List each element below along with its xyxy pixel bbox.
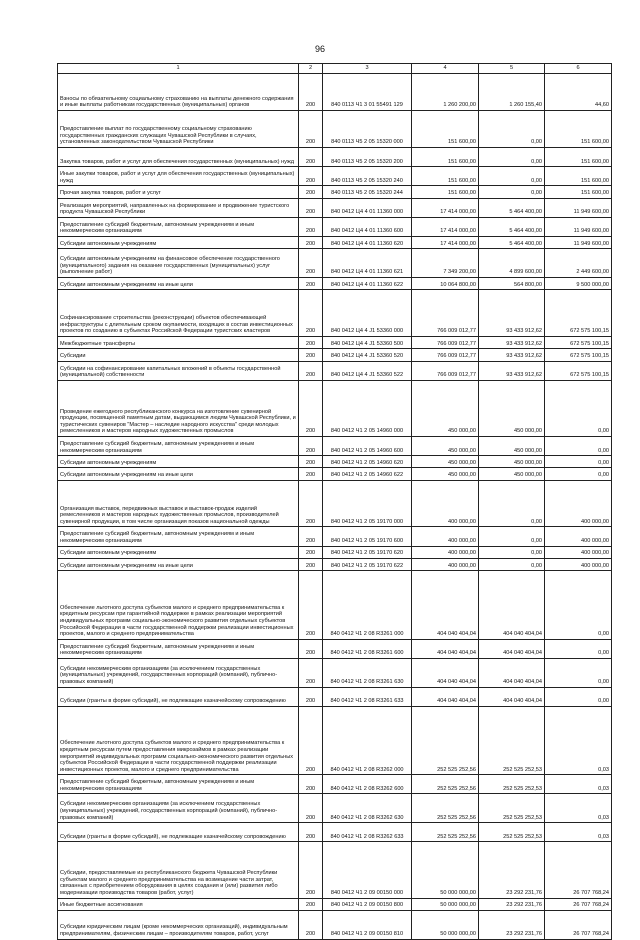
row-description: Обеспечение льготного доступа субъектов малого и среднего предпринимательства к кредитным ресурсам при гарантийной поддержке в рамках реализации мероприятий индивидуальных программ социально-экономического развития отдельных субъектов Российской Федерации в части государственной поддержки реализации инвестиционных проектов, малого и среднего предпринимательства [58,571,299,640]
row-executed-amount: 23 292 231,76 [479,842,545,898]
row-admin-code: 200 [299,361,323,380]
table-row [58,349,612,361]
column-header: 6 [545,64,612,74]
row-approved-amount: 7 349 200,00 [412,249,479,278]
row-admin-code: 200 [299,110,323,147]
row-admin-code: 200 [299,480,323,527]
row-admin-code: 200 [299,527,323,546]
row-unexecuted-amount: 672 575 100,15 [545,349,612,361]
row-admin-code: 200 [299,775,323,794]
row-unexecuted-amount: 151 600,00 [545,167,612,186]
row-classification-code: 840 0412 Ц4 4 J1 53360 520 [323,349,412,361]
row-admin-code: 200 [299,167,323,186]
row-unexecuted-amount: 0,00 [545,571,612,640]
row-description: Взносы по обязательному социальному страхованию на выплаты денежного содержания и иные выплаты работникам государственных (муниципальных) органов [58,74,299,111]
row-admin-code: 200 [299,74,323,111]
row-admin-code: 200 [299,468,323,480]
row-approved-amount: 766 009 012,77 [412,349,479,361]
row-description: Софинансирование строительства (реконструкции) объектов обеспечивающей инфраструктуры с длительным сроком окупаемости, входящих в состав инвестиционных проектов по созданию в субъектах Российской Федерации туристских кластеров [58,290,299,337]
row-executed-amount: 252 525 252,53 [479,823,545,842]
row-admin-code: 200 [299,336,323,348]
table-row [58,794,612,823]
row-approved-amount: 50 000 000,00 [412,910,479,939]
row-classification-code: 840 0412 Ч1 2 08 R3262 600 [323,775,412,794]
row-approved-amount: 10 064 800,00 [412,278,479,290]
table-row [58,167,612,186]
column-header: 3 [323,64,412,74]
row-unexecuted-amount: 672 575 100,15 [545,361,612,380]
row-classification-code: 840 0412 Ч1 2 08 R3262 000 [323,706,412,775]
row-approved-amount: 151 600,00 [412,167,479,186]
row-approved-amount: 151 600,00 [412,186,479,198]
table-row [58,571,612,640]
row-unexecuted-amount: 400 000,00 [545,558,612,570]
row-description: Субсидии, предоставляемые из республиканского бюджета Чувашской Республики субъектам малого и среднего предпринимательства на возмещение части затрат, связанных с приобретением оборудования в целях создания и (или) развития либо модернизации производства товаров (работ, услуг) [58,842,299,898]
row-admin-code: 200 [299,380,323,436]
row-classification-code: 840 0412 Ц4 4 01 11360 622 [323,278,412,290]
row-executed-amount: 450 000,00 [479,468,545,480]
table-row [58,198,612,217]
row-unexecuted-amount: 2 449 600,00 [545,249,612,278]
row-approved-amount: 766 009 012,77 [412,361,479,380]
row-executed-amount: 0,00 [479,110,545,147]
row-admin-code: 200 [299,290,323,337]
row-executed-amount: 450 000,00 [479,436,545,455]
row-unexecuted-amount: 11 949 600,00 [545,236,612,248]
table-row [58,898,612,910]
row-admin-code: 200 [299,186,323,198]
row-admin-code: 200 [299,436,323,455]
row-classification-code: 840 0412 Ч1 2 05 14960 620 [323,456,412,468]
row-classification-code: 840 0113 Ч5 2 05 15320 244 [323,186,412,198]
row-executed-amount: 4 899 600,00 [479,249,545,278]
table-row [58,380,612,436]
row-description: Предоставление субсидий бюджетным, автономным учреждениям и иным некоммерческим организациям [58,436,299,455]
row-unexecuted-amount: 0,00 [545,658,612,687]
row-approved-amount: 1 260 200,00 [412,74,479,111]
row-approved-amount: 404 040 404,04 [412,687,479,706]
table-row [58,436,612,455]
row-admin-code: 200 [299,898,323,910]
row-executed-amount: 252 525 252,53 [479,775,545,794]
row-admin-code: 200 [299,217,323,236]
row-approved-amount: 450 000,00 [412,436,479,455]
row-approved-amount: 450 000,00 [412,456,479,468]
row-admin-code: 200 [299,198,323,217]
row-unexecuted-amount: 0,03 [545,823,612,842]
table-row [58,147,612,166]
row-classification-code: 840 0412 Ц4 4 01 11360 000 [323,198,412,217]
row-classification-code: 840 0412 Ч1 2 09 00150 810 [323,910,412,939]
row-unexecuted-amount: 0,00 [545,639,612,658]
row-admin-code: 200 [299,842,323,898]
row-executed-amount: 0,00 [479,167,545,186]
row-executed-amount: 23 292 231,76 [479,898,545,910]
table-row [58,706,612,775]
row-description: Субсидии автономным учреждениям на иные цели [58,278,299,290]
row-unexecuted-amount: 44,60 [545,74,612,111]
row-admin-code: 200 [299,236,323,248]
row-unexecuted-amount: 400 000,00 [545,546,612,558]
table-row [58,527,612,546]
row-approved-amount: 252 525 252,56 [412,706,479,775]
row-executed-amount: 93 433 912,62 [479,336,545,348]
table-row [58,480,612,527]
row-admin-code: 200 [299,571,323,640]
row-approved-amount: 17 414 000,00 [412,198,479,217]
row-unexecuted-amount: 0,03 [545,706,612,775]
table-row [58,658,612,687]
row-unexecuted-amount: 26 707 768,24 [545,842,612,898]
row-admin-code: 200 [299,706,323,775]
row-description: Предоставление субсидий бюджетным, автономным учреждениям и иным некоммерческим организациям [58,217,299,236]
row-approved-amount: 17 414 000,00 [412,236,479,248]
row-executed-amount: 0,00 [479,546,545,558]
row-admin-code: 200 [299,249,323,278]
row-approved-amount: 50 000 000,00 [412,898,479,910]
row-classification-code: 840 0113 Ч5 2 05 15320 200 [323,147,412,166]
row-executed-amount: 5 464 400,00 [479,217,545,236]
row-executed-amount: 404 040 404,04 [479,639,545,658]
row-unexecuted-amount: 151 600,00 [545,110,612,147]
column-header: 5 [479,64,545,74]
table-row [58,468,612,480]
table-row [58,775,612,794]
table-row [58,217,612,236]
row-admin-code: 200 [299,456,323,468]
row-description: Субсидии автономным учреждениям [58,546,299,558]
row-classification-code: 840 0412 Ц4 4 J1 53360 000 [323,290,412,337]
row-description: Субсидии автономным учреждениям [58,456,299,468]
row-unexecuted-amount: 672 575 100,15 [545,336,612,348]
row-description: Субсидии юридическим лицам (кроме некоммерческих организаций), индивидуальным предпринимателям, физическим лицам – производителям товаров, работ, услуг [58,910,299,939]
row-classification-code: 840 0412 Ц4 4 J1 53360 522 [323,361,412,380]
row-unexecuted-amount: 672 575 100,15 [545,290,612,337]
page-number: 96 [314,44,325,54]
row-classification-code: 840 0412 Ч1 2 08 R3261 600 [323,639,412,658]
row-description: Обеспечение льготного доступа субъектов малого и среднего предпринимательства к кредитным ресурсам путем предоставления микрозаймов в рамках реализации мероприятий индивидуальных программ социально-экономического развития отдельных субъектов Российской Федерации в части государственной поддержки реализации инвестиционных проектов, малого и среднего предпринимательства [58,706,299,775]
row-approved-amount: 252 525 252,56 [412,823,479,842]
row-classification-code: 840 0412 Ц4 4 01 11360 621 [323,249,412,278]
row-description: Субсидии автономным учреждениям [58,236,299,248]
row-description: Субсидии [58,349,299,361]
row-description: Реализация мероприятий, направленных на формирование и продвижение туристского продукта Чувашской Республики [58,198,299,217]
row-classification-code: 840 0412 Ч1 2 08 R3261 630 [323,658,412,687]
row-description: Прочая закупка товаров, работ и услуг [58,186,299,198]
row-admin-code: 200 [299,147,323,166]
table-row [58,823,612,842]
row-approved-amount: 252 525 252,56 [412,775,479,794]
row-executed-amount: 93 433 912,62 [479,290,545,337]
row-description: Предоставление субсидий бюджетным, автономным учреждениям и иным некоммерческим организациям [58,527,299,546]
row-unexecuted-amount: 0,00 [545,687,612,706]
row-classification-code: 840 0412 Ч1 2 05 14960 000 [323,380,412,436]
row-admin-code: 200 [299,639,323,658]
row-executed-amount: 450 000,00 [479,456,545,468]
row-approved-amount: 404 040 404,04 [412,571,479,640]
row-admin-code: 200 [299,349,323,361]
row-admin-code: 200 [299,558,323,570]
row-approved-amount: 50 000 000,00 [412,842,479,898]
budget-execution-table [57,63,612,940]
row-executed-amount: 252 525 252,53 [479,706,545,775]
row-description: Субсидии (гранты в форме субсидий), не подлежащие казначейскому сопровождению [58,687,299,706]
row-classification-code: 840 0412 Ч1 2 05 19170 622 [323,558,412,570]
row-description: Субсидии автономным учреждениям на иные цели [58,468,299,480]
table-row [58,687,612,706]
row-description: Иные бюджетные ассигнования [58,898,299,910]
table-row [58,278,612,290]
row-admin-code: 200 [299,910,323,939]
row-approved-amount: 766 009 012,77 [412,336,479,348]
row-classification-code: 840 0113 Ч5 2 05 15320 240 [323,167,412,186]
row-admin-code: 200 [299,687,323,706]
row-unexecuted-amount: 0,00 [545,456,612,468]
row-classification-code: 840 0412 Ц4 4 01 11360 620 [323,236,412,248]
row-classification-code: 840 0412 Ч1 2 05 19170 000 [323,480,412,527]
table-row [58,910,612,939]
row-executed-amount: 93 433 912,62 [479,361,545,380]
row-description: Субсидии автономным учреждениям на финансовое обеспечение государственного (муниципального) задания на оказание государственных (муниципальных) услуг (выполнение работ) [58,249,299,278]
row-unexecuted-amount: 11 949 600,00 [545,217,612,236]
row-unexecuted-amount: 151 600,00 [545,147,612,166]
row-approved-amount: 151 600,00 [412,110,479,147]
row-unexecuted-amount: 0,00 [545,380,612,436]
table-row [58,290,612,337]
row-approved-amount: 17 414 000,00 [412,217,479,236]
row-classification-code: 840 0412 Ц4 4 J1 53360 500 [323,336,412,348]
row-approved-amount: 766 009 012,77 [412,290,479,337]
row-executed-amount: 5 464 400,00 [479,236,545,248]
row-approved-amount: 400 000,00 [412,527,479,546]
row-unexecuted-amount: 9 500 000,00 [545,278,612,290]
row-description: Предоставление субсидий бюджетным, автономным учреждениям и иным некоммерческим организациям [58,639,299,658]
row-executed-amount: 404 040 404,04 [479,658,545,687]
row-classification-code: 840 0412 Ч1 2 09 00150 800 [323,898,412,910]
row-classification-code: 840 0412 Ч1 2 05 14960 622 [323,468,412,480]
row-unexecuted-amount: 0,03 [545,794,612,823]
column-header: 1 [58,64,299,74]
row-executed-amount: 5 464 400,00 [479,198,545,217]
row-admin-code: 200 [299,794,323,823]
row-approved-amount: 400 000,00 [412,480,479,527]
row-executed-amount: 252 525 252,53 [479,794,545,823]
table-row [58,456,612,468]
row-approved-amount: 252 525 252,56 [412,794,479,823]
row-classification-code: 840 0412 Ч1 2 05 19170 600 [323,527,412,546]
row-classification-code: 840 0412 Ч1 2 09 00150 000 [323,842,412,898]
row-classification-code: 840 0412 Ч1 2 08 R3262 633 [323,823,412,842]
row-executed-amount: 564 800,00 [479,278,545,290]
row-admin-code: 200 [299,823,323,842]
row-description: Проведение ежегодного республиканского конкурса на изготовление сувенирной продукции, посвященной памятным датам, выдающимся людям Чувашской Республики, и туристических сувениров "Мастер – наследие народного искусства" среди молодых ремесленников и мастеров народных художественных промыслов [58,380,299,436]
row-executed-amount: 404 040 404,04 [479,687,545,706]
table-row [58,186,612,198]
row-approved-amount: 404 040 404,04 [412,639,479,658]
row-description: Организация выставок, передвижных выставок и выставок-продаж изделий ремесленников и мастеров народных художественных промыслов, производителей сувенирной продукции, в том числе организация показов национальной одежды [58,480,299,527]
row-approved-amount: 404 040 404,04 [412,658,479,687]
row-approved-amount: 400 000,00 [412,558,479,570]
row-admin-code: 200 [299,546,323,558]
table-row [58,558,612,570]
row-description: Субсидии некоммерческим организациям (за исключением государственных (муниципальных) учреждений, государственных корпораций (компаний), публично-правовых компаний) [58,658,299,687]
row-unexecuted-amount: 400 000,00 [545,527,612,546]
row-classification-code: 840 0412 Ч1 2 05 14960 600 [323,436,412,455]
table-row [58,236,612,248]
column-header: 4 [412,64,479,74]
row-classification-code: 840 0412 Ч1 2 05 19170 620 [323,546,412,558]
row-classification-code: 840 0412 Ч1 2 08 R3262 630 [323,794,412,823]
row-executed-amount: 0,00 [479,527,545,546]
row-executed-amount: 0,00 [479,147,545,166]
row-description: Предоставление субсидий бюджетным, автономным учреждениям и иным некоммерческим организациям [58,775,299,794]
row-unexecuted-amount: 26 707 768,24 [545,898,612,910]
row-classification-code: 840 0412 Ц4 4 01 11360 600 [323,217,412,236]
table-row [58,110,612,147]
row-unexecuted-amount: 0,00 [545,468,612,480]
row-approved-amount: 400 000,00 [412,546,479,558]
row-description: Предоставление выплат по государственному социальному страхованию государственных гражданских служащих Чувашской Республики в случаях, установленных законодательством Чувашской Республики [58,110,299,147]
row-executed-amount: 450 000,00 [479,380,545,436]
table-row [58,336,612,348]
row-description: Иные закупки товаров, работ и услуг для обеспечения государственных (муниципальных) нужд [58,167,299,186]
row-approved-amount: 450 000,00 [412,380,479,436]
row-unexecuted-amount: 400 000,00 [545,480,612,527]
row-unexecuted-amount: 26 707 768,24 [545,910,612,939]
table-row [58,74,612,111]
column-number-row [58,64,612,74]
row-description: Субсидии автономным учреждениям на иные цели [58,558,299,570]
table-row [58,639,612,658]
row-classification-code: 840 0113 Ч5 2 05 15320 000 [323,110,412,147]
row-description: Субсидии на софинансирование капитальных вложений в объекты государственной (муниципальной) собственности [58,361,299,380]
row-executed-amount: 0,00 [479,186,545,198]
row-unexecuted-amount: 0,00 [545,436,612,455]
row-executed-amount: 1 260 155,40 [479,74,545,111]
row-admin-code: 200 [299,658,323,687]
row-unexecuted-amount: 11 949 600,00 [545,198,612,217]
table-row [58,842,612,898]
row-description: Субсидии (гранты в форме субсидий), не подлежащие казначейскому сопровождению [58,823,299,842]
row-executed-amount: 404 040 404,04 [479,571,545,640]
row-executed-amount: 93 433 912,62 [479,349,545,361]
row-approved-amount: 151 600,00 [412,147,479,166]
row-classification-code: 840 0113 Ч1 3 01 55491 129 [323,74,412,111]
table-body [58,74,612,940]
row-description: Субсидии некоммерческим организациям (за исключением государственных (муниципальных) учреждений, государственных корпораций (компаний), публично-правовых компаний) [58,794,299,823]
row-classification-code: 840 0412 Ч1 2 08 R3261 000 [323,571,412,640]
row-admin-code: 200 [299,278,323,290]
row-description: Межбюджетные трансферты [58,336,299,348]
row-unexecuted-amount: 151 600,00 [545,186,612,198]
table-row [58,361,612,380]
row-approved-amount: 450 000,00 [412,468,479,480]
row-description: Закупка товаров, работ и услуг для обеспечения государственных (муниципальных) нужд [58,147,299,166]
row-executed-amount: 0,00 [479,558,545,570]
row-executed-amount: 0,00 [479,480,545,527]
table-row [58,546,612,558]
column-header: 2 [299,64,323,74]
row-unexecuted-amount: 0,03 [545,775,612,794]
table-row [58,249,612,278]
row-classification-code: 840 0412 Ч1 2 08 R3261 633 [323,687,412,706]
row-executed-amount: 23 292 231,76 [479,910,545,939]
